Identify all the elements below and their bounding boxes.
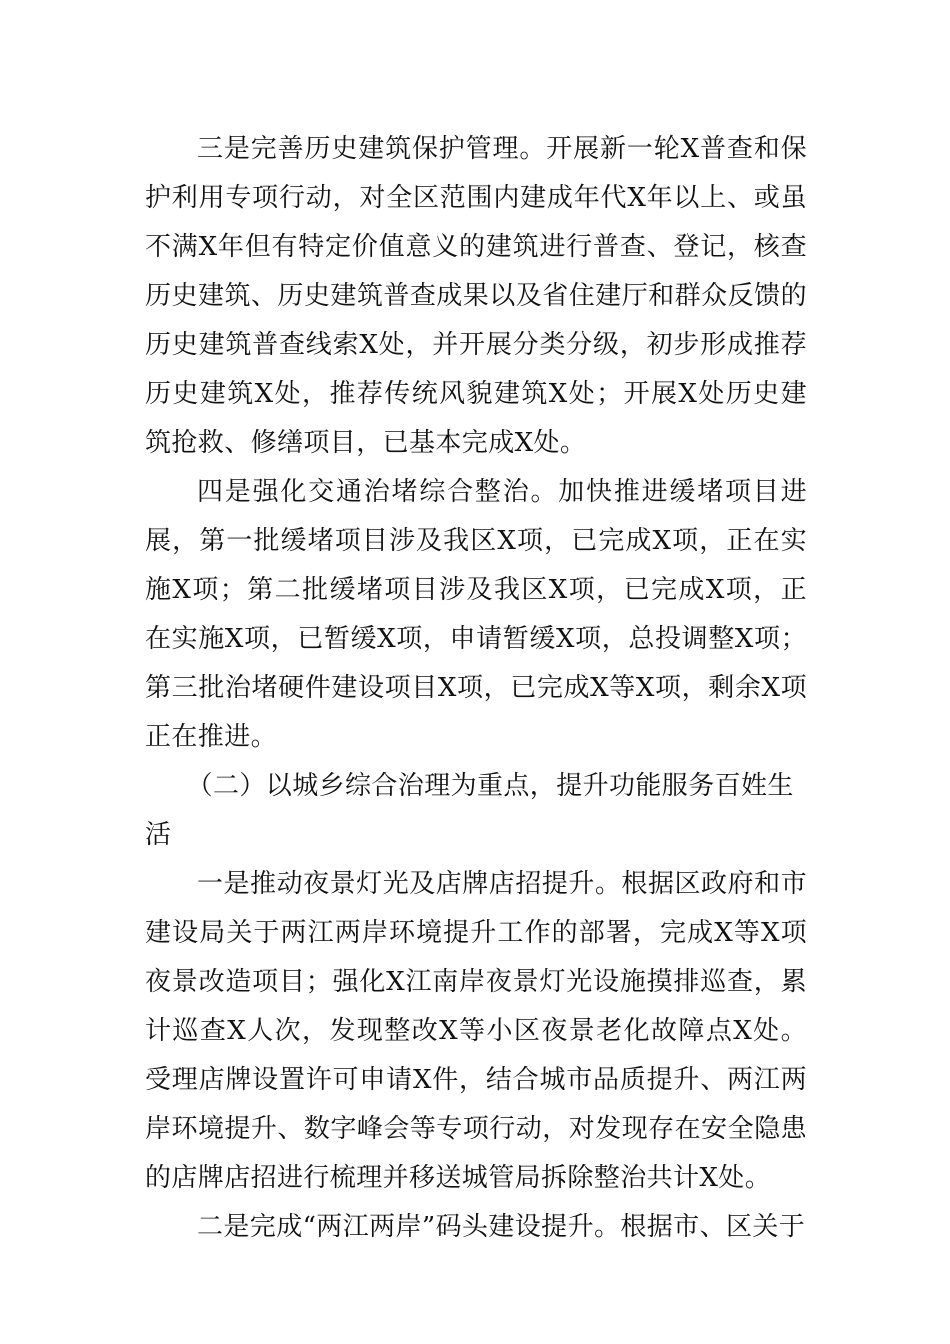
paragraph-historic-buildings: 三是完善历史建筑保护管理。开展新一轮X普查和保护利用专项行动，对全区范围内建成年代X年以上、或虽不满X年但有特定价值意义的建筑进行普查、登记，核查历史建筑、历史建筑普查成果以及省住建厅和群众反馈的历史建筑普查线索X处，并开展分类分级，初步形成推荐历史建筑X处，推荐传统风貌建筑X处；开展X处历史建筑抢救、修缮项目，已基本完成X处。: [145, 134, 807, 458]
document-body: [145, 125, 807, 1252]
paragraph-traffic-congestion: 四是强化交通治堵综合整治。加快推进缓堵项目进展，第一批缓堵项目涉及我区X项，已完成X项，正在实施X项；第二批缓堵项目涉及我区X项，已完成X项，正在实施X项，已暂缓X项，申请暂缓X项，总投调整X项；第三批治堵硬件建设项目X项，已完成X等X项，剩余X项正在推进。: [145, 477, 807, 752]
paragraph-wharf-construction: 二是完成“两江两岸”码头建设提升。根据市、区关于: [197, 1212, 806, 1242]
paragraph-night-lighting: 一是推动夜景灯光及店牌店招提升。根据区政府和市建设局关于两江两岸环境提升工作的部署，完成X等X项夜景改造项目；强化X江南岸夜景灯光设施摸排巡查，累计巡查X人次，发现整改X等小区夜景老化故障点X处。受理店牌设置许可申请X件，结合城市品质提升、两江两岸环境提升、数字峰会等专项行动，对发现存在安全隐患的店牌店招进行梳理并移送城管局拆除整治共计X处。: [145, 869, 807, 1193]
section-heading: （二）以城乡综合治理为重点，提升功能服务百姓生活: [145, 771, 794, 850]
